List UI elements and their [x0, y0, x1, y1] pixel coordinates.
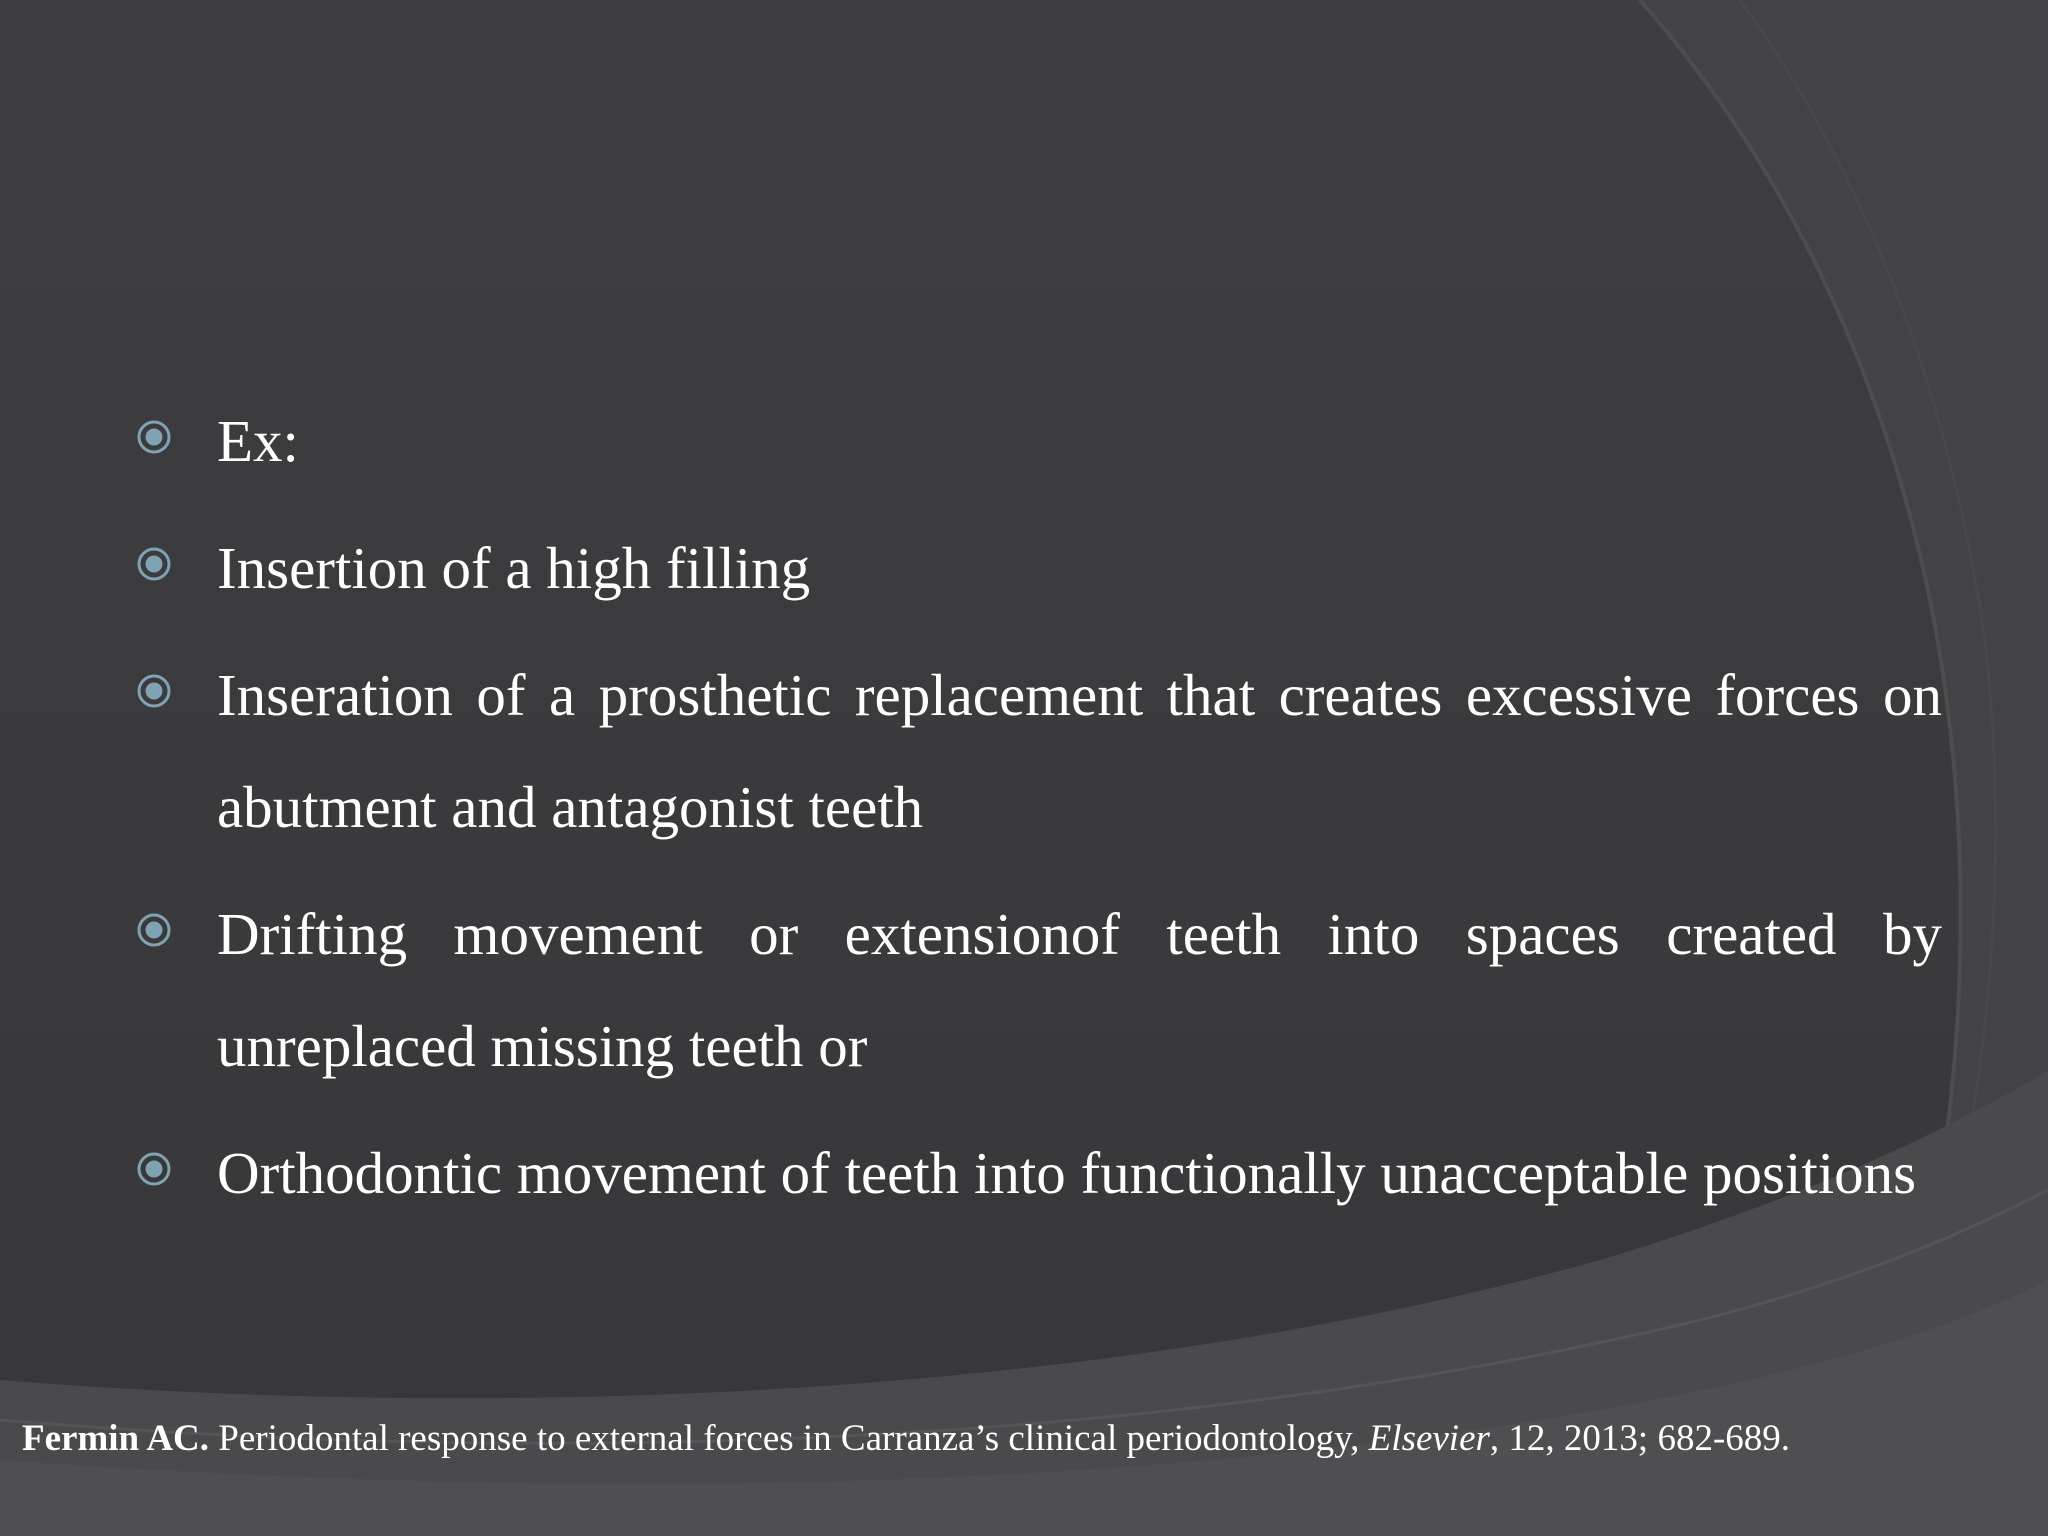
target-bullet-icon [136, 673, 172, 709]
citation-details: , 12, 2013; 682-689. [1489, 1418, 1791, 1459]
bullet-text: Drifting movement or extensionof teeth into spaces created by unreplaced missing teeth or [217, 901, 1942, 1079]
bullet-list [130, 385, 1942, 1244]
bullet-text: Orthodontic movement of teeth into functionally unacceptable positions [217, 1140, 1917, 1206]
list-item [130, 385, 1942, 497]
citation-journal: Elsevier [1368, 1418, 1490, 1459]
target-bullet-icon [136, 1151, 172, 1187]
target-bullet-icon [136, 546, 172, 582]
bullet-text: Ex: [217, 408, 299, 474]
citation-author: Fermin AC. [22, 1418, 210, 1459]
list-item [130, 1117, 1942, 1229]
target-bullet-icon [136, 419, 172, 455]
citation-title: Periodontal response to external forces in Carranza’s clinical periodontology, [209, 1418, 1369, 1459]
list-item [130, 878, 1942, 1102]
list-item [130, 639, 1942, 863]
target-bullet-icon [136, 912, 172, 948]
citation [22, 1413, 2032, 1465]
bullet-text: Inseration of a prosthetic replacement that creates excessive forces on abutment and antagonist teeth [217, 662, 1942, 840]
list-item [130, 512, 1942, 624]
bullet-text: Insertion of a high filling [217, 535, 811, 601]
